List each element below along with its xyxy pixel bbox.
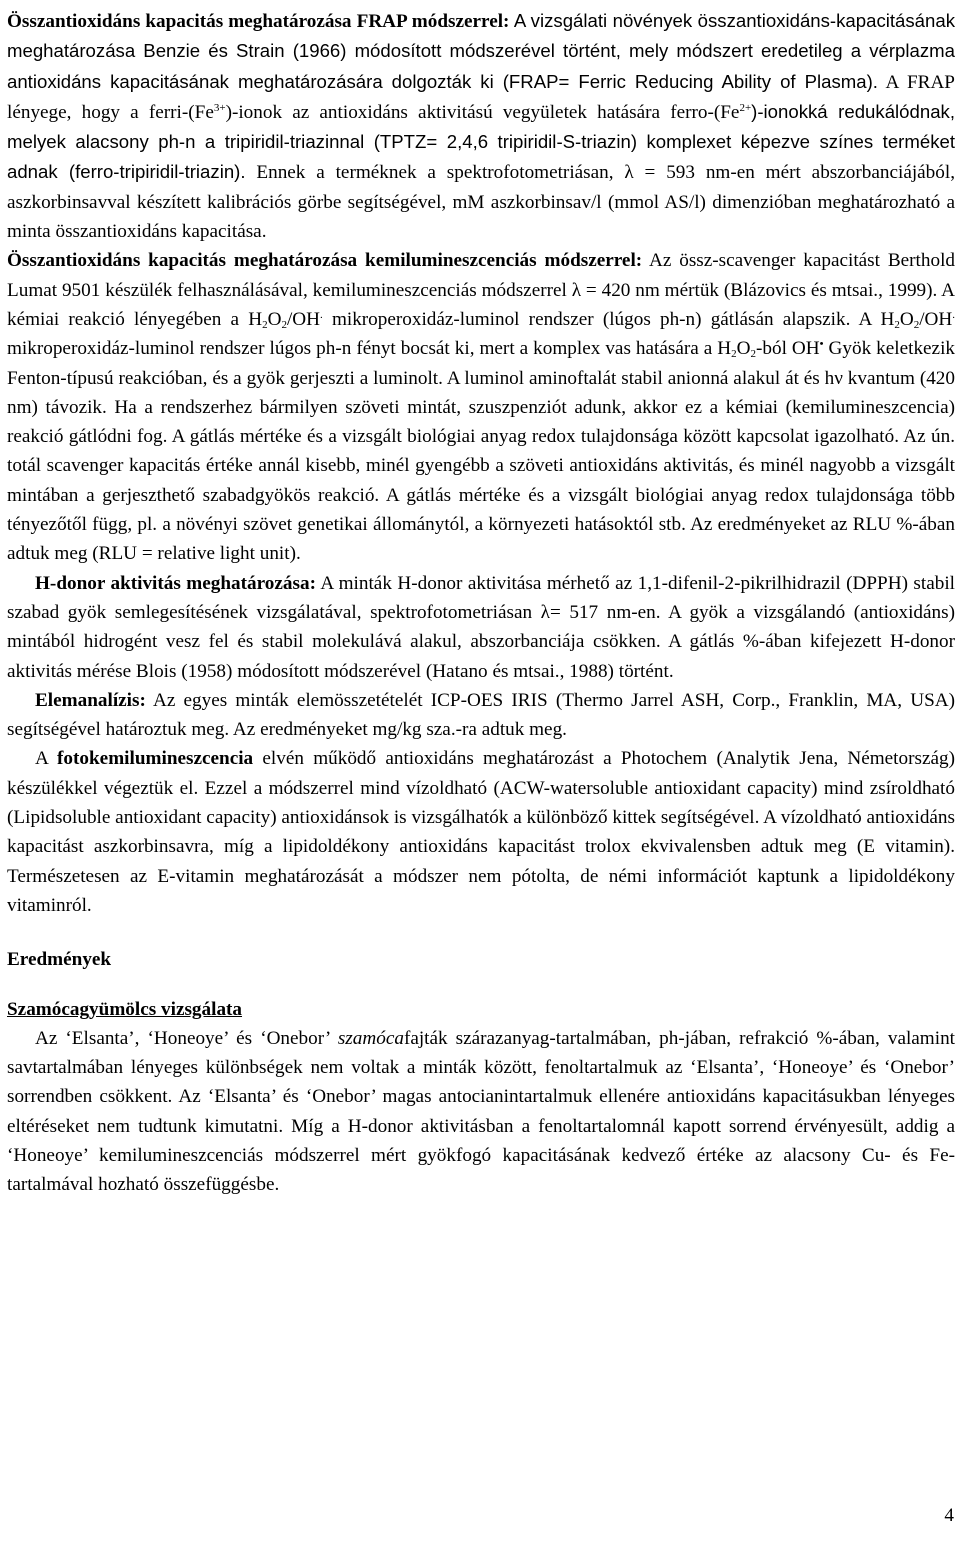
chemi-text-1: Az össz-scavenger kapacitást Berthold Lumat 9501 készülék felhasználásával, kemilumineszcenciás módszerrel λ = 420 nm mértük (Blázovics és mtsai., 1999). A kémiai reakció lényegében a H <box>7 250 955 330</box>
radical-dot: • <box>819 338 824 351</box>
elem-paragraph <box>7 686 955 745</box>
frap-heading: Összantioxidáns kapacitás meghatározása FRAP módszerrel: <box>7 11 510 32</box>
subscript: 2 <box>281 318 287 331</box>
subscript: 2 <box>750 348 757 361</box>
subscript: 2 <box>894 318 900 331</box>
subscript: 2 <box>262 318 268 331</box>
elem-heading: Elemanalízis: <box>35 689 146 711</box>
formula-part: -ból OH <box>756 338 820 360</box>
frap-text-1: A vizsgálati növények összantioxidáns-kapacitásának meghatározása Benzie és Strain (1966) módosított módszerével történt, mely módszert eredetileg a vérplazma antioxidáns kapacitásának meghatározására dolgozták ki (FRAP= Ferric Reducing Ability of Plasma). <box>7 10 955 92</box>
frap-text-3: Ennek a terméknek a spektrofotometriásan, λ = 593 nm-en mért abszorbanciájából, aszkorbinsavval készített kalibrációs görbe segítségével, mM aszkorbinsav/l (mmol AS/l) dimenzióban meghatározható a minta összantioxidáns kapacitása. <box>7 162 955 243</box>
hdonor-text: A minták H-donor aktivitása mérhető az 1,1-difenil-2-pikrilhidrazil (DPPH) stabil szabad gyök semlegesítésének vizsgálatával, spektrofotometriásan λ= 517 nm-en. A gyök a vizsgálandó (antioxidáns) mintából hidrogént vesz fel és stabil molekulává alakul, abszorbanciája csökken. A gátlás %-ában kifejezett H-donor aktivitás mérése Blois (1958) módosított módszerével (Hatano és mtsai., 1988) történt. <box>7 572 955 682</box>
chemi-paragraph <box>7 246 955 568</box>
photochem-paragraph <box>7 744 955 920</box>
formula-part: O <box>899 308 914 330</box>
results-paragraph <box>7 1024 955 1200</box>
chemi-text-3: mikroperoxidáz-luminol rendszer lúgos ph-n fényt bocsát ki, mert a komplex vas hatására a H <box>7 338 732 360</box>
formula-part: /OH <box>286 308 321 330</box>
chemi-heading: Összantioxidáns kapacitás meghatározása kemilumineszcenciás módszerrel: <box>7 250 643 272</box>
frap-text-2b: )-ionok az antioxidáns aktivitású vegyületek hatására ferro-(Fe <box>225 101 740 123</box>
formula-part: /OH <box>919 308 953 330</box>
frap-text-2a: A FRAP lényege, hogy a ferri-(Fe <box>7 71 955 123</box>
formula-part: O <box>267 308 282 330</box>
chemi-text-2: mikroperoxidáz-luminol rendszer (lúgos ph-n) gátlásán alapszik. A H <box>322 308 895 330</box>
results-subheading: Szamócagyümölcs vizsgálata <box>7 998 243 1020</box>
subscript: 2 <box>913 318 920 331</box>
document-page <box>7 6 955 1200</box>
results-heading: Eredmények <box>7 949 112 971</box>
page-number: 4 <box>944 1505 954 1526</box>
subscript: 2 <box>731 348 737 361</box>
fe3-superscript: 3+ <box>213 101 226 114</box>
photochem-text: elvén működő antioxidáns meghatározást a Photochem (Analytik Jena, Németország) készülékkel végeztük el. Ezzel a módszerrel mind vízoldható (ACW-watersoluble antioxidant capacity) mind zsíroldható (Lipidsoluble antioxidant capacity) antioxidánsok is vizsgálhatók a különböző kittek segítségével. A vízoldható antioxidáns kapacitást aszkorbinsavra, míg a lipidoldékony antioxidáns kapacitást trolox ekvivalensben adtuk meg (E vitamin). Természetesen az E-vitamin meghatározását a módszer nem pótolta, de némi információt kaptunk a lipidoldékony vitaminról. <box>7 748 955 916</box>
hdonor-heading: H-donor aktivitás meghatározása: <box>35 572 316 594</box>
elem-text: Az egyes minták elemösszetételét ICP-OES IRIS (Thermo Jarrel ASH, Corp., Franklin, MA, USA) segítségével határoztuk meg. Az eredményeket mg/kg sza.-ra adtuk meg. <box>7 689 955 741</box>
spacer <box>7 975 955 995</box>
superscript: . <box>952 308 955 321</box>
formula-part: O <box>736 338 751 360</box>
frap-text-2c: )-ionokká redukálódnak, melyek alacsony ph-n a tripiridil-triazinnal (TPTZ= 2,4,6 tripiridil-S-triazin) komplexet képezve színes terméket adnak (ferro-tripiridil-triazin). <box>7 100 955 183</box>
frap-paragraph <box>7 6 955 246</box>
hdonor-paragraph <box>7 569 955 686</box>
superscript: . <box>320 308 323 321</box>
results-italic-term: szamóca <box>337 1027 404 1049</box>
photochem-pre: A <box>35 748 58 770</box>
results-text-1: Az ‘Elsanta’, ‘Honeoye’ és ‘Onebor’ <box>35 1027 338 1049</box>
chemi-text-4: Gyök keletkezik Fenton-típusú reakcióban, és a gyök gerjeszti a luminolt. A luminol aminoftalát stabil anionná alakul át és hν kvantum (420 nm) távozik. Ha a rendszerhez bármilyen szöveti mintát, szuszpenziót adunk, akkor ez a kémiai (kemilumineszcencia) reakció gátlódni fog. A gátlás mértéke és a vizsgált biológiai anyag redox tulajdonsága között kapcsolat igazolható. Az ún. totál scavenger kapacitás értéke annál kisebb, minél gyengébb a szöveti antioxidáns aktivitás, és minél nagyobb a vizsgált mintában a gerjeszthető szabadgyökös reakció. A gátlás mértéke és a vizsgált biológiai anyag redox tulajdonsága több tényezőtől függ, pl. a növényi szövet genetikai állománytól, a környezeti hatásoktól stb. Az eredményeket az RLU %-ában adtuk meg (RLU = relative light unit). <box>7 338 956 565</box>
spacer <box>7 920 955 945</box>
results-text-2: fajták szárazanyag-tartalmában, ph-jában, refrakció %-ában, valamint savtartalmában lényeges különbségek nem voltak a minták között, fenoltartalmuk az ‘Elsanta’, ‘Honeoye’ és ‘Onebor’ sorrendben csökkent. Az ‘Elsanta’ és ‘Onebor’ magas antocianintartalmuk ellenére antioxidáns kapacitásukban lényeges eltéréseket nem tudtunk kimutatni. Míg a H-donor aktivitásban a fenoltartalomnál kapott sorrend érvényesült, addig a ‘Honeoye’ kemilumineszcenciás módszerrel mért gyökfogó kapacitásának kedvező értéke az alacsony Cu- és Fe-tartalmával hozható összefüggésbe. <box>7 1027 955 1196</box>
fe2-superscript: 2+ <box>739 101 752 114</box>
photochem-bold-term: fotokemilumineszcencia <box>57 748 254 770</box>
